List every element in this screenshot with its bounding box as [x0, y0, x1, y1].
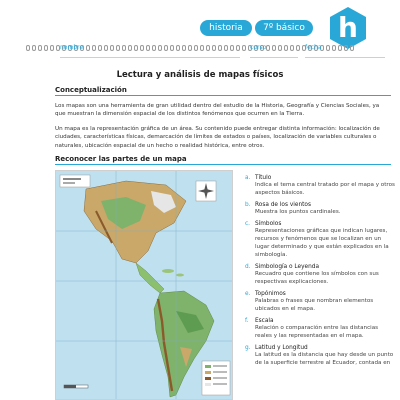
spiral-ring [50, 45, 54, 51]
map-part-description: La latitud es la distancia que hay desde un punto de la superficie terrestre al Ecuador, contada en [255, 352, 394, 366]
header-bar [0, 0, 400, 44]
map-part-description: Muestra los puntos cardinales. [255, 209, 341, 215]
map-part-name: Símbolos [255, 221, 282, 227]
map-part-item [245, 345, 395, 367]
map-part-description: Palabras o frases que nombran elementos ubicados en el mapa. [255, 298, 374, 312]
map-part-name: Latitud y Longitud [255, 345, 308, 351]
map-part-description: Indica el tema central tratado por el mapa y otros aspectos básicos. [255, 182, 395, 196]
concept-paragraph-2: Un mapa es la representación gráfica de un área. Su contenido puede entregar distinta información: localización de ciudades, características físicas, demarcación de límites de estados o países, localización de variables culturales o naturales, ubicación espacial de un hecho o realidad histórica, entre otros. [55, 126, 380, 149]
spiral-ring [32, 45, 36, 51]
section-conceptualizacion: Conceptualización [55, 86, 391, 96]
spiral-ring [26, 45, 30, 51]
map-part-description: Relación o comparación entre las distancias reales y las representadas en el mapa. [255, 325, 379, 339]
map-part-letter: f. [245, 318, 249, 324]
physical-map-americas [55, 170, 233, 400]
grade-badge: 7º básico [255, 20, 313, 36]
logo-letter: h [338, 11, 358, 44]
map-part-name: Simbología o Leyenda [255, 264, 319, 270]
spiral-binding [26, 36, 386, 42]
subject-badge: historia [200, 20, 252, 36]
map-illustration [56, 171, 233, 400]
concept-paragraph-1: Los mapas son una herramienta de gran utilidad dentro del estudio de la Historia, Geografía y Ciencias Sociales, ya que muestran la dimensión espacial de los distintos fenómenos que ocurren en la Tierra. [55, 103, 380, 118]
student-form [55, 44, 391, 58]
nombre-field[interactable]: nombre [60, 44, 240, 58]
map-part-item [245, 318, 395, 340]
map-part-item [245, 221, 395, 259]
map-part-letter: g. [245, 345, 251, 351]
fecha-field[interactable]: fecha [305, 44, 385, 58]
map-part-letter: d. [245, 264, 251, 270]
map-part-name: Escala [255, 318, 274, 324]
map-part-name: Topónimos [255, 291, 286, 297]
map-part-letter: a. [245, 175, 251, 181]
map-part-description: Representaciones gráficas que indican lugares, recursos y fenómenos que se localizan en un lugar determinado y que están explicados en la simbología. [255, 228, 389, 258]
map-part-item [245, 175, 395, 197]
map-part-letter: c. [245, 221, 251, 227]
map-part-letter: e. [245, 291, 251, 297]
map-part-name: Título [255, 175, 272, 181]
curso-field[interactable]: curso [250, 44, 298, 58]
compass-rose-icon [196, 181, 216, 201]
document-title: Lectura y análisis de mapas físicos [116, 70, 284, 80]
map-part-name: Rosa de los vientos [255, 202, 311, 208]
map-part-letter: b. [245, 202, 251, 208]
map-part-item [245, 202, 395, 216]
map-parts-list [245, 175, 395, 372]
map-part-description: Recuadro que contiene los símbolos con sus respectivas explicaciones. [255, 271, 379, 285]
spiral-ring [44, 45, 48, 51]
map-part-item [245, 291, 395, 313]
map-part-item [245, 264, 395, 286]
spiral-ring [38, 45, 42, 51]
section-partes-mapa: Reconocer las partes de un mapa [55, 155, 391, 165]
